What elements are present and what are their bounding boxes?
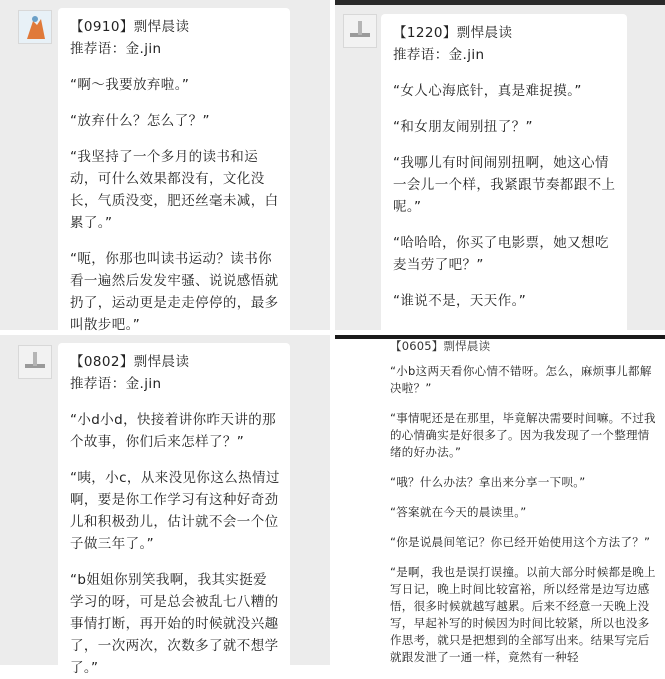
article-title: 【0802】剽悍晨读	[70, 354, 190, 370]
dialogue-line: “小d小d，快接着讲你昨天讲的那个故事，你们后来怎样了？”	[70, 412, 277, 450]
dialogue-line: “哦？什么办法？拿出来分享一下呗。”	[390, 475, 586, 489]
message-bubble	[381, 14, 627, 344]
article-title: 【0605】剽悍晨读	[390, 339, 491, 353]
dialogue-line: “你是说晨间笔记？你已经开始使用这个方法了？”	[390, 535, 651, 549]
recommender-line: 推荐语：金.jin	[393, 47, 485, 63]
dialogue-line: “哈哈哈，你买了电影票，她又想吃麦当劳了吧？”	[393, 235, 609, 273]
dialogue-line: “啊～我要放弃啦。”	[70, 77, 190, 93]
avatar-icon	[19, 11, 51, 43]
article-title: 【1220】剽悍晨读	[393, 25, 513, 41]
sender-avatar[interactable]	[343, 14, 377, 48]
avatar-icon	[19, 346, 51, 378]
recommender-line: 推荐语：金.jin	[70, 376, 162, 392]
chat-panel-0802	[0, 335, 330, 676]
chat-panel-0910	[0, 0, 330, 333]
dialogue-line: “事情呢还是在那里，毕竟解决需要时间嘛。不过我的心情确实是好很多了。因为我发现了一个整理情绪的好办法。”	[390, 411, 656, 459]
sender-avatar[interactable]	[18, 345, 52, 379]
dialogue-line: “是啊，我也是误打误撞。以前大部分时候都是晚上写日记，晚上时间比较富裕，所以经常是边写边感悟，很多时候就越写越累。后来不经意一天晚上没写，早起补写的时候因为时间比较紧，所以也没多作思考，就只是把想到的全部写出来。结果写完后就跟发泄了一通一样，竟然有一种轻	[390, 565, 656, 664]
dialogue-line: “我哪儿有时间闹别扭啊，她这心情一会儿一个样，我紧跟节奏都跟不上呢。”	[393, 155, 616, 215]
avatar-icon	[344, 15, 376, 47]
dialogue-line: “b姐姐你别笑我啊，我其实挺爱学习的呀，可是总会被乱七八糟的事情打断，再开始的时候就没兴趣了，一次两次，次数多了就不想学了。”	[70, 572, 279, 676]
article-title: 【0910】剽悍晨读	[70, 19, 190, 35]
message-bubble	[58, 343, 290, 676]
chat-panel-1220	[335, 0, 665, 330]
dialogue-line: “我坚持了一个多月的读书和运动，可什么效果都没有，文化没长，气质没变，肥还丝毫未减，白累了。”	[70, 149, 279, 231]
article-body	[390, 363, 658, 679]
window-edge	[335, 0, 665, 5]
dialogue-line: “咦，小c，从来没见你这么热情过啊，要是你工作学习有这种好奇劲儿和积极劲儿，估计就不会一个位子做三年了。”	[70, 470, 280, 552]
article-panel-0605	[335, 335, 665, 665]
dialogue-line: “和女朋友闹别扭了？”	[393, 119, 533, 135]
dialogue-line: “呃，你那也叫读书运动？读书你看一遍然后发发牢骚、说说感悟就扔了，运动更是走走停停的，最多叫散步吧。”	[70, 251, 279, 333]
dialogue-line: “谁说不是，天天作。”	[393, 293, 527, 309]
message-bubble	[58, 8, 290, 338]
dialogue-line: “放弃什么？怎么了？”	[70, 113, 210, 129]
dialogue-line: “答案就在今天的晨读里。”	[390, 505, 527, 519]
dialogue-line: “小b这两天看你心情不错呀。怎么，麻烦事儿都解决啦？”	[390, 364, 652, 395]
recommender-line: 推荐语：金.jin	[70, 41, 162, 57]
window-edge	[335, 335, 665, 339]
sender-avatar[interactable]	[18, 10, 52, 44]
dialogue-line: “女人心海底针，真是难捉摸。”	[393, 83, 582, 99]
